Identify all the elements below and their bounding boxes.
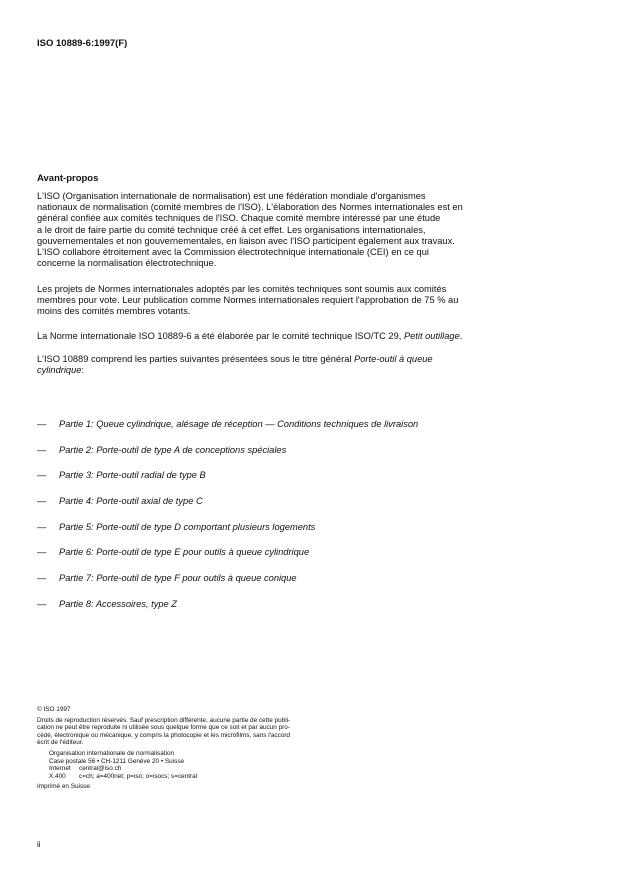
- x400-address: c=ch; a=400net; p=iso; o=isocs; s=central: [79, 772, 198, 780]
- line: L'ISO (Organisation internationale de normalisation) est une fédération mondiale d'organismes: [37, 191, 426, 201]
- part-label: Partie 2: Porte-outil de type A de conceptions spéciales: [59, 444, 287, 455]
- paragraph-1: [37, 191, 463, 269]
- dash: —: [37, 444, 47, 455]
- line: général confiée aux comités techniques de l'ISO. Chaque comité membre intéressé par une étude: [37, 213, 441, 224]
- internet-line: [37, 765, 290, 773]
- committee-title: Petit outillage: [403, 331, 460, 341]
- list-item: [37, 547, 418, 573]
- rights-line: cation ne peut être reproduite ni utilisée sous quelque forme que ce soit et par aucun pro-: [37, 724, 290, 732]
- general-title: cylindrique: [37, 365, 82, 376]
- line: moins des comités membres votants.: [37, 306, 191, 317]
- paragraph-2: [37, 284, 458, 318]
- part-label: Partie 6: Porte-outil de type E pour outils à queue cylindrique: [59, 547, 310, 558]
- line: gouvernementales et non gouvernementales, en liaison avec l'ISO participent également aux travaux.: [37, 235, 455, 246]
- list-item: [37, 419, 418, 445]
- address: Case postale 56 • CH-1211 Genève 20 • Suisse: [49, 757, 185, 765]
- x400-line: [37, 773, 290, 781]
- dash: —: [37, 470, 47, 481]
- line: a le droit de faire partie du comité technique créé à cet effet. Les organisations internationales,: [37, 224, 426, 235]
- general-title: Porte-outil à queue: [354, 354, 433, 364]
- document-id: ISO 10889-6:1997(F): [37, 38, 128, 49]
- dash: —: [37, 573, 47, 584]
- list-item: [37, 522, 418, 548]
- part-label: Partie 4: Porte-outil axial de type C: [59, 496, 203, 507]
- text: .: [459, 331, 463, 341]
- label: X.400: [49, 772, 66, 780]
- paragraph-4: [37, 354, 433, 376]
- line: membres pour vote. Leur publication comme Normes internationales requiert l'approbation de 75 % au: [37, 295, 459, 306]
- line: concerne la normalisation électrotechnique.: [37, 258, 217, 269]
- line: Les projets de Normes internationales adoptés par les comités techniques sont soumis aux comités: [37, 284, 447, 294]
- rights-line: Droits de reproduction réservés. Sauf prescription différente, aucune partie de cette publi-: [37, 716, 291, 724]
- text: La Norme internationale ISO 10889-6 a été élaborée par le comité technique ISO/TC 29,: [37, 331, 404, 341]
- printed-in: Imprimé en Suisse: [37, 783, 90, 791]
- part-label: Partie 5: Porte-outil de type D comportant plusieurs logements: [59, 521, 316, 532]
- list-item: [37, 445, 418, 471]
- list-item: [37, 599, 418, 625]
- section-title: Avant-propos: [37, 173, 99, 184]
- line: L'ISO collabore étroitement avec la Commission électrotechnique internationale (CEI) en ce qui: [37, 247, 429, 258]
- list-item: [37, 470, 418, 496]
- line: [37, 331, 462, 342]
- dash: —: [37, 547, 47, 558]
- list-item: [37, 496, 418, 522]
- text: L'ISO 10889 comprend les parties suivantes présentées sous le titre général: [37, 354, 355, 364]
- rights-line: écrit de l'éditeur.: [37, 739, 84, 747]
- dash: —: [37, 419, 47, 429]
- line: nationaux de normalisation (comité membres de l'ISO). L'élaboration des Normes internationales est en: [37, 202, 463, 213]
- part-label: Partie 3: Porte-outil radial de type B: [59, 470, 206, 481]
- label: Internet: [49, 765, 71, 773]
- paragraph-3: [37, 331, 462, 342]
- part-label: Partie 7: Porte-outil de type F pour outils à queue conique: [59, 573, 297, 584]
- part-label: Partie 8: Accessoires, type Z: [59, 598, 177, 609]
- dash: —: [37, 521, 47, 532]
- line: [37, 365, 433, 376]
- copyright: © ISO 1997: [37, 706, 71, 713]
- organisation: Organisation internationale de normalisation: [49, 749, 175, 757]
- part-label: Partie 1: Queue cylindrique, alésage de réception — Conditions techniques de livraison: [59, 419, 419, 429]
- list-item: [37, 573, 418, 599]
- rights-line: cédé, électronique ou mécanique, y compris la photocopie et les microfilms, sans l'accord: [37, 731, 291, 739]
- dash: —: [37, 598, 47, 609]
- line: [37, 354, 433, 365]
- page-number: ii: [37, 840, 41, 849]
- parts-list: [37, 419, 418, 625]
- copyright-block: [37, 706, 290, 791]
- dash: —: [37, 496, 47, 507]
- email: central@iso.ch: [79, 765, 122, 773]
- text: :: [81, 365, 85, 376]
